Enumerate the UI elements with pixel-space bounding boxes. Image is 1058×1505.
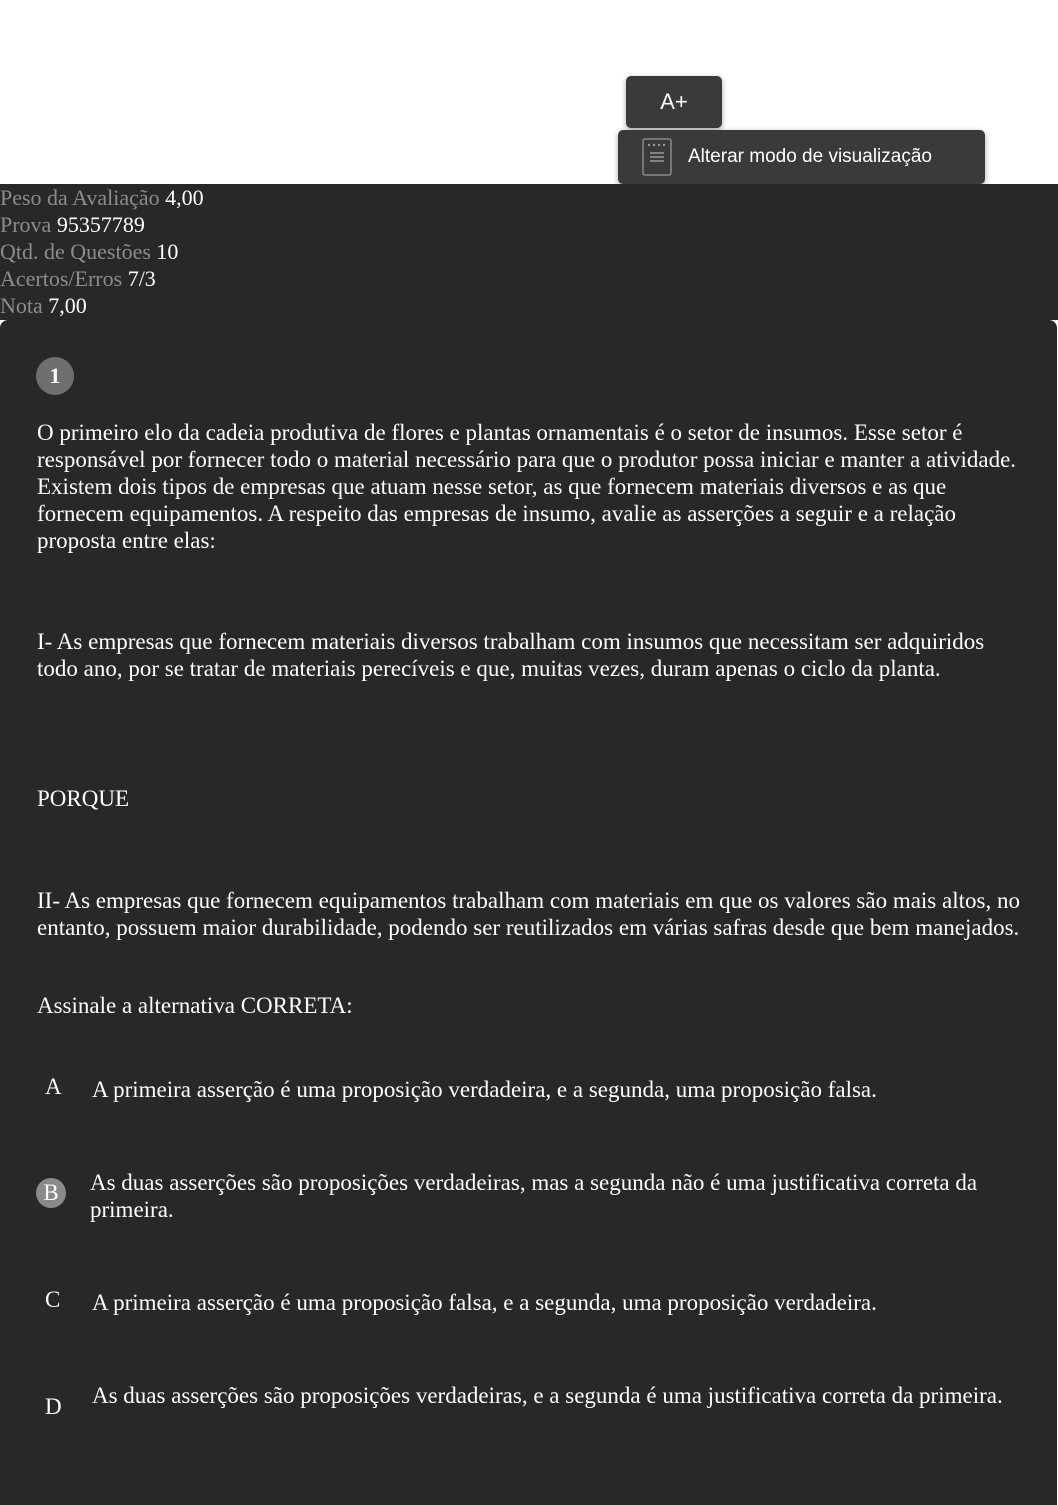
font-increase-button[interactable] (626, 76, 722, 128)
summary-weight (0, 184, 1058, 211)
summary-label: Nota (0, 293, 43, 318)
option-text: A primeira asserção é uma proposição falsa, e a segunda, uma proposição verdadeira. (92, 1290, 877, 1315)
summary-value: 10 (156, 239, 179, 264)
exam-summary (0, 184, 1058, 320)
summary-label: Prova (0, 212, 52, 237)
summary-hits-misses (0, 265, 1058, 292)
option-letter: A (45, 1074, 62, 1099)
summary-value: 7/3 (127, 266, 156, 291)
summary-label: Acertos/Erros (0, 266, 123, 291)
summary-value: 7,00 (48, 293, 87, 318)
option-text: As duas asserções são proposições verdadeiras, e a segunda é uma justificativa correta da primeira. (92, 1383, 1003, 1408)
assertion-connector: PORQUE (37, 786, 130, 811)
assertion-1: I- As empresas que fornecem materiais diversos trabalham com insumos que necessitam ser adquiridos todo ano, por se tratar de materiais perecíveis e que, muitas vezes, duram apenas o ciclo da planta. (37, 629, 985, 681)
view-mode-button[interactable] (618, 130, 985, 184)
option-letter: C (45, 1287, 61, 1312)
option-letter-selected: B (36, 1178, 66, 1208)
option-text: As duas asserções são proposições verdadeiras, mas a segunda não é uma justificativa correta da primeira. (90, 1170, 978, 1222)
question-number-badge: 1 (36, 357, 74, 395)
question-prompt: Assinale a alternativa CORRETA: (37, 993, 353, 1018)
font-increase-label: A+ (660, 89, 688, 114)
question-card (0, 320, 1057, 1505)
document-icon (642, 138, 672, 176)
summary-exam-id (0, 211, 1058, 238)
option-text: A primeira asserção é uma proposição verdadeira, e a segunda, uma proposição falsa. (92, 1077, 877, 1102)
summary-label: Peso da Avaliação (0, 185, 160, 210)
question-statement: O primeiro elo da cadeia produtiva de flores e plantas ornamentais é o setor de insumos. Esse setor é responsável por fornecer todo o material necessário para que o produtor possa iniciar e manter a atividade. Existem dois tipos de empresas que atuam nesse setor, as que fornecem materiais diversos e as que fornecem equipamentos. A respeito das empresas de insumo, avalie as asserções a seguir e a relação proposta entre elas: (37, 420, 1017, 553)
option-letter: D (45, 1394, 62, 1419)
summary-value: 4,00 (165, 185, 204, 210)
summary-value: 95357789 (56, 212, 145, 237)
summary-grade (0, 292, 1058, 319)
summary-question-count (0, 238, 1058, 265)
view-mode-label: Alterar modo de visualização (688, 146, 932, 167)
assertion-2: II- As empresas que fornecem equipamentos trabalham com materiais em que os valores são mais altos, no entanto, possuem maior durabilidade, podendo ser reutilizados em várias safras desde que bem manejados. (37, 888, 1020, 940)
summary-label: Qtd. de Questões (0, 239, 151, 264)
